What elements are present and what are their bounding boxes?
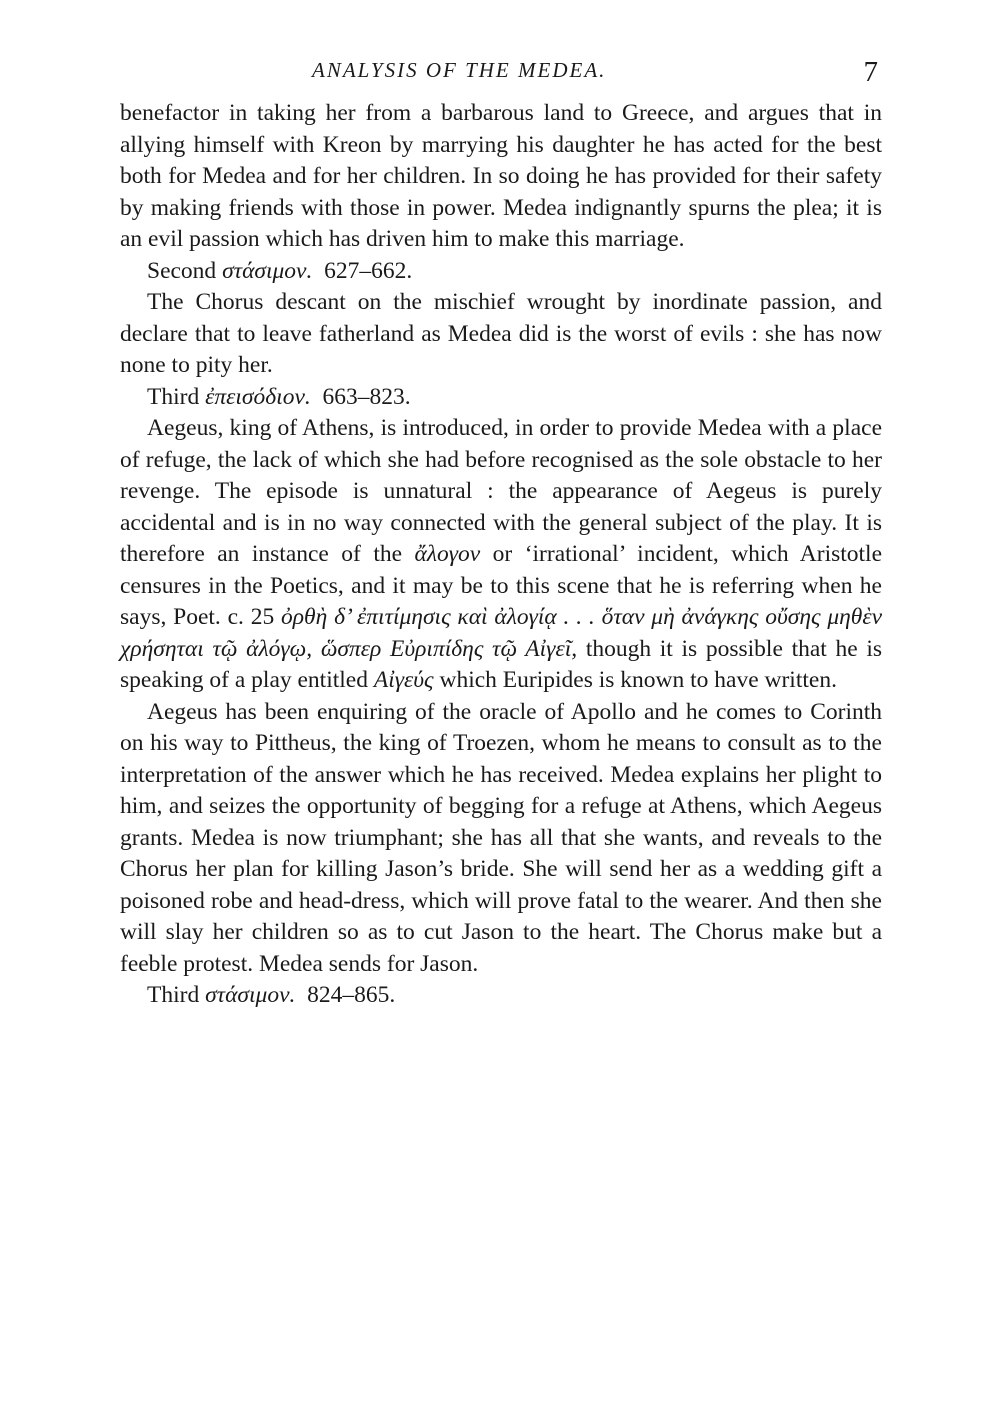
greek-title-aigeus: Αἰγεύς — [373, 667, 434, 693]
page-number: 7 — [863, 56, 878, 88]
paragraph-2: The Chorus descant on the mischief wrought by inordinate passion, and declare that to leave fatherland as Medea did is the worst of evils : she has now none to pity her. — [120, 289, 882, 378]
line-range: 627–662. — [324, 257, 413, 284]
section-heading-third-stasimon — [120, 980, 882, 1012]
heading-label: Second — [147, 257, 217, 284]
section-heading-third-epeisodion — [120, 382, 882, 414]
running-title: ANALYSIS OF THE MEDEA. — [312, 58, 607, 82]
paragraph-3-text-b: or ‘irrational’ incident, which Aristotle censures in the Poetics, and it may be to this scene that he is referring when he says, Poet. c. 25 — [120, 541, 883, 630]
heading-greek: στάσιμον. — [205, 982, 296, 1008]
paragraph-3-text-a: Aegeus, king of Athens, is introduced, in order to provide Medea with a place of refuge, the lack of which she had before recognised as the sole obstacle to her revenge. The episode is unnatural : the appearance of Aegeus is purely accidental and is in no way connected with the general subject of the play. It is therefore an instance of the — [120, 415, 882, 567]
heading-label: Third — [147, 383, 200, 410]
paragraph-3 — [120, 413, 882, 697]
greek-term-alogon: ἄλογον — [414, 541, 481, 567]
body-text — [120, 98, 882, 1012]
page-header — [120, 58, 882, 98]
heading-greek: στάσιμον. — [222, 257, 313, 284]
section-heading-second-stasimon — [120, 256, 882, 288]
greek-quotation: ὀρθὴ δ’ ἐπιτίμησις καὶ ἀλογίᾳ . . . ὅταν μὴ ἀνάγκης οὔσης μηθὲν χρήσηται τῷ ἀλόγῳ, ὥσπερ Εὐριπίδης τῷ Αἰγεῖ, — [120, 604, 883, 662]
book-page — [120, 58, 882, 1012]
heading-label: Third — [147, 982, 200, 1008]
paragraph-3-text-d: which Euripides is known to have written. — [439, 667, 837, 693]
paragraph-3-text-c: though it is possible that he is speaking of a play entitled — [120, 635, 883, 693]
line-range: 663–823. — [322, 383, 411, 410]
line-range: 824–865. — [307, 982, 396, 1008]
heading-greek: ἐπεισόδιον. — [205, 383, 311, 410]
paragraph-1: benefactor in taking her from a barbarous land to Greece, and argues that in allying himself with Kreon by marrying his daughter he has acted for the best both for Medea and for her children. In so doing he has provided for their safety by making friends with those in power. Medea indignantly spurns the plea; it is an evil passion which has driven him to make this marriage. — [120, 100, 882, 252]
paragraph-4: Aegeus has been enquiring of the oracle of Apollo and he comes to Corinth on his way to Pittheus, the king of Troezen, whom he means to consult as to the interpretation of the answer which he has received. Medea explains her plight to him, and seizes the opportunity of begging for a refuge at Athens, which Aegeus grants. Medea is now triumphant; she has all that she wants, and reveals to the Chorus her plan for killing Jason’s bride. She will send her as a wedding gift a poisoned robe and head-dress, which will prove fatal to the wearer. And then she will slay her children so as to cut Jason to the heart. The Chorus make but a feeble protest. Medea sends for Jason. — [120, 698, 882, 977]
